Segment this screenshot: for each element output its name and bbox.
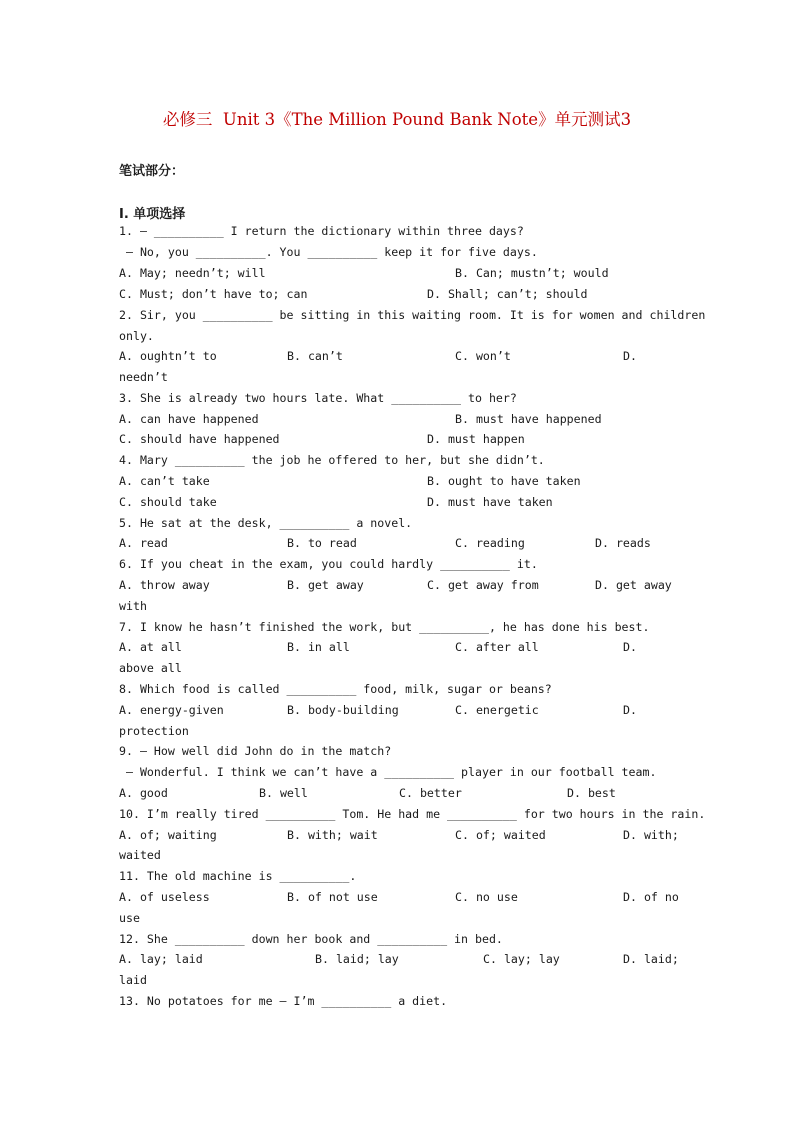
option-b: B. with; wait [287,828,378,842]
question-5: 5. He sat at the desk, __________ a novel. [119,516,413,530]
option-d: D. get away [595,578,672,592]
question-11: 11. The old machine is __________. [119,869,357,883]
option-d: D. of no [623,890,679,904]
option-c: C. reading [455,536,525,550]
option-b: B. Can; mustn’t; would [455,266,609,280]
question-8: 8. Which food is called __________ food, milk, sugar or beans? [119,682,552,696]
option-d: D. [623,703,637,717]
option-a: A. can have happened [119,412,259,426]
option-b: B. to read [287,536,357,550]
question-9-options [119,784,616,802]
option-b: B. can’t [287,349,343,363]
option-a: A. can’t take [119,474,210,488]
question-2-options [119,347,637,365]
question-2: 2. Sir, you __________ be sitting in this waiting room. It is for women and children [119,308,706,322]
question-11-options [119,888,679,906]
question-10: 10. I’m really tired __________ Tom. He had me __________ for two hours in the rain. [119,807,706,821]
option-c: C. of; waited [455,828,546,842]
question-8-option-d-continued: protection [119,724,189,738]
option-a: A. lay; laid [119,952,203,966]
option-b: B. laid; lay [315,952,399,966]
option-c: C. Must; don’t have to; can [119,287,308,301]
question-1: 1. — __________ I return the dictionary within three days? [119,224,524,238]
option-d: D. reads [595,536,651,550]
question-6-options [119,576,672,594]
question-9-reply: — Wonderful. I think we can’t have a __________ player in our football team. [119,765,657,779]
question-4: 4. Mary __________ the job he offered to her, but she didn’t. [119,453,545,467]
option-a: A. at all [119,640,182,654]
option-d: D. Shall; can’t; should [427,287,588,301]
question-1-options-2 [119,285,588,303]
option-a: A. read [119,536,168,550]
question-10-option-d-continued: waited [119,848,161,862]
option-a: A. May; needn’t; will [119,266,266,280]
question-4-options [119,472,581,490]
question-7: 7. I know he hasn’t finished the work, but __________, he has done his best. [119,620,650,634]
option-b: B. body-building [287,703,399,717]
option-c: C. won’t [455,349,511,363]
question-9: 9. — How well did John do in the match? [119,744,392,758]
question-12-options [119,950,679,968]
option-c: C. better [399,786,462,800]
question-1-reply: — No, you __________. You __________ keep it for five days. [119,245,538,259]
option-d: D. best [567,786,616,800]
question-3-options [119,410,602,428]
question-12-option-d-continued: laid [119,973,147,987]
option-b: B. ought to have taken [427,474,581,488]
option-a: A. of; waiting [119,828,217,842]
option-a: A. energy-given [119,703,224,717]
option-c: C. no use [455,890,518,904]
question-13: 13. No potatoes for me — I’m __________ a diet. [119,994,448,1008]
question-2-option-d-continued: needn’t [119,370,168,384]
question-12: 12. She __________ down her book and __________ in bed. [119,932,503,946]
document-title: 必修三 Unit 3《The Million Pound Bank Note》单元测试3 [162,110,632,129]
option-a: A. throw away [119,578,210,592]
question-8-options [119,701,637,719]
option-c: C. after all [455,640,539,654]
question-6-option-d-continued: with [119,599,147,613]
option-d: D. laid; [623,952,679,966]
option-b: B. of not use [287,890,378,904]
option-c: C. get away from [427,578,539,592]
option-c: C. should take [119,495,217,509]
question-7-options [119,638,637,656]
option-b: B. in all [287,640,350,654]
option-d: D. must happen [427,432,525,446]
option-b: B. must have happened [455,412,602,426]
option-c: C. energetic [455,703,539,717]
option-c: C. should have happened [119,432,280,446]
option-d: D. with; [623,828,679,842]
section-heading-choice: I. 单项选择 [119,207,186,222]
question-4-options-2 [119,493,553,511]
option-b: B. get away [287,578,364,592]
section-heading-written: 笔试部分： [119,164,185,179]
option-d: D. [623,349,637,363]
option-b: B. well [259,786,308,800]
question-3: 3. She is already two hours late. What __________ to her? [119,391,517,405]
question-7-option-d-continued: above all [119,661,182,675]
question-11-option-d-continued: use [119,911,140,925]
option-a: A. oughtn’t to [119,349,217,363]
question-5-options [119,534,651,552]
question-3-options-2 [119,430,525,448]
question-2-continued: only. [119,329,154,343]
option-a: A. of useless [119,890,210,904]
question-1-options [119,264,609,282]
option-d: D. must have taken [427,495,553,509]
question-6: 6. If you cheat in the exam, you could hardly __________ it. [119,557,538,571]
option-c: C. lay; lay [483,952,560,966]
option-a: A. good [119,786,168,800]
question-10-options [119,826,679,844]
option-d: D. [623,640,637,654]
